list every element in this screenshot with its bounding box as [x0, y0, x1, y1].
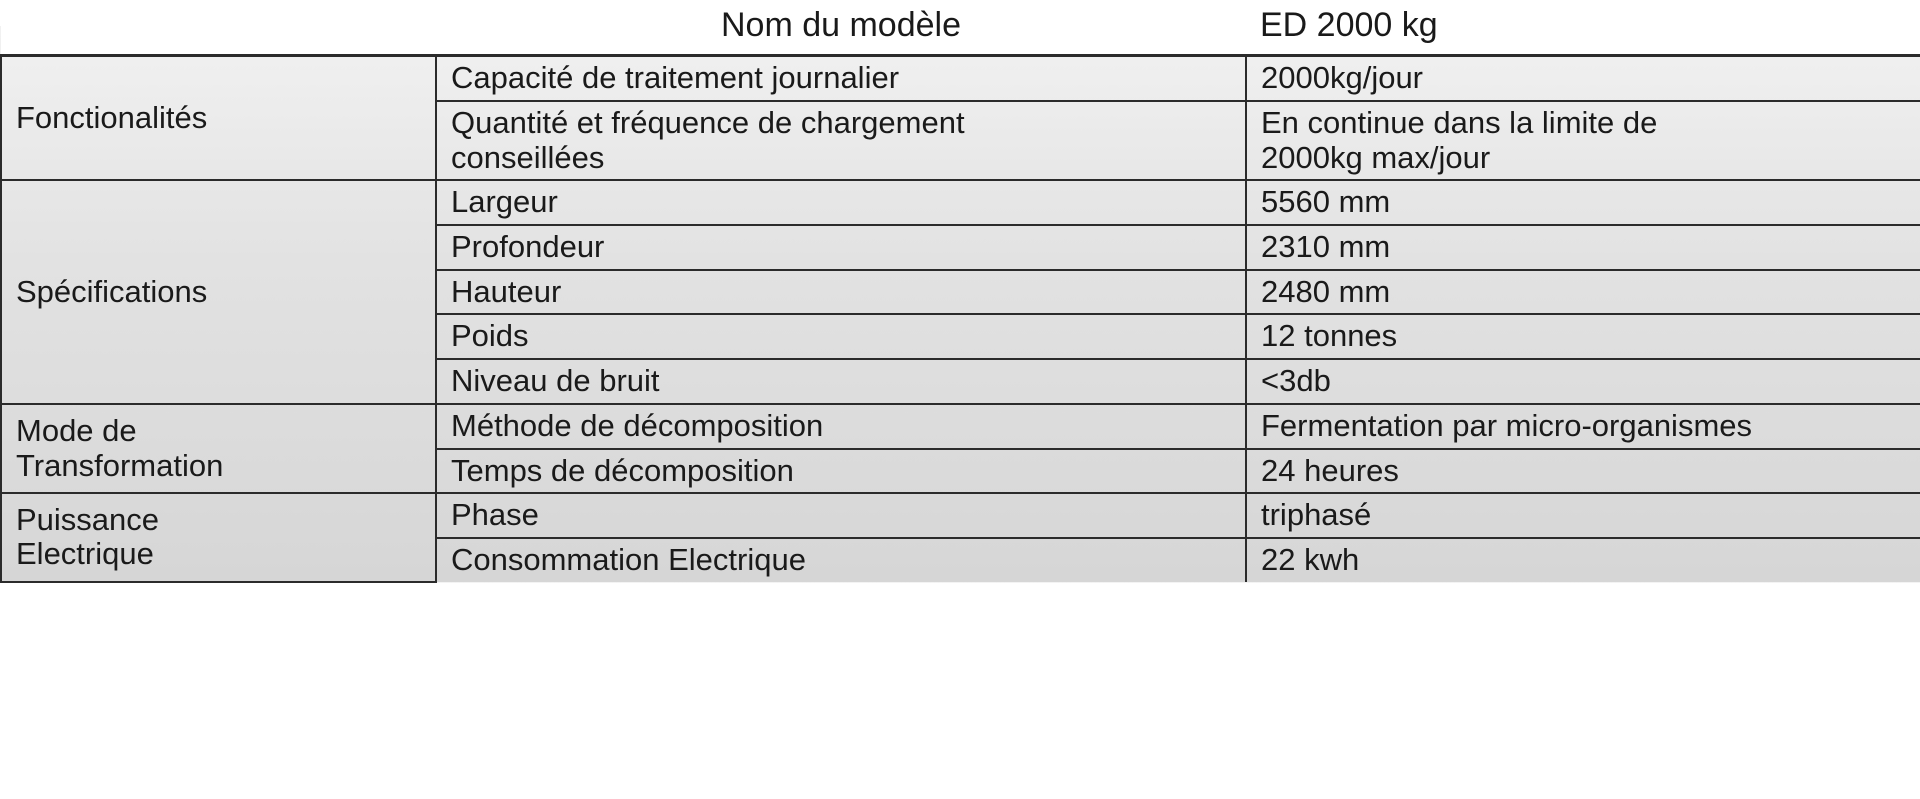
row-label: Niveau de bruit	[436, 359, 1246, 404]
group-label-line-2: Transformation	[16, 447, 224, 483]
row-value-line-1: En continue dans la limite de	[1261, 104, 1658, 140]
row-value: <3db	[1246, 359, 1920, 404]
group-label-line-1: Puissance	[16, 501, 160, 537]
row-label-line-2: conseillées	[451, 139, 605, 175]
row-value: 24 heures	[1246, 449, 1920, 494]
row-value: Fermentation par micro-organismes	[1246, 404, 1920, 449]
row-label: Poids	[436, 314, 1246, 359]
row-label	[436, 101, 1246, 180]
row-value: 5560 mm	[1246, 180, 1920, 225]
row-label: Phase	[436, 493, 1246, 538]
table-row	[1, 493, 1920, 538]
row-label-line-1: Quantité et fréquence de chargement	[451, 104, 965, 140]
table-row	[1, 404, 1920, 449]
group-label-puissance-electrique	[1, 493, 436, 581]
row-value: 2000kg/jour	[1246, 56, 1920, 101]
table-row	[1, 56, 1920, 101]
header-model-value: ED 2000 kg	[1246, 0, 1920, 56]
row-label: Consommation Electrique	[436, 538, 1246, 582]
group-label-line-2: Electrique	[16, 536, 154, 572]
row-value: 2310 mm	[1246, 225, 1920, 270]
row-value: 2480 mm	[1246, 270, 1920, 315]
group-label-mode-de-transformation	[1, 404, 436, 493]
row-value-line-2: 2000kg max/jour	[1261, 139, 1491, 175]
row-label: Hauteur	[436, 270, 1246, 315]
row-label: Méthode de décomposition	[436, 404, 1246, 449]
group-label-specifications: Spécifications	[1, 180, 436, 404]
row-value: 12 tonnes	[1246, 314, 1920, 359]
row-value: triphasé	[1246, 493, 1920, 538]
row-label: Largeur	[436, 180, 1246, 225]
row-label: Temps de décomposition	[436, 449, 1246, 494]
table-header-row	[1, 0, 1920, 56]
row-label: Capacité de traitement journalier	[436, 56, 1246, 101]
row-value: 22 kwh	[1246, 538, 1920, 582]
row-value	[1246, 101, 1920, 180]
header-model-label: Nom du modèle	[436, 0, 1246, 56]
row-label: Profondeur	[436, 225, 1246, 270]
table-row	[1, 180, 1920, 225]
header-empty-cell	[1, 0, 436, 56]
group-label-fonctionalites: Fonctionalités	[1, 56, 436, 181]
group-label-line-1: Mode de	[16, 412, 137, 448]
